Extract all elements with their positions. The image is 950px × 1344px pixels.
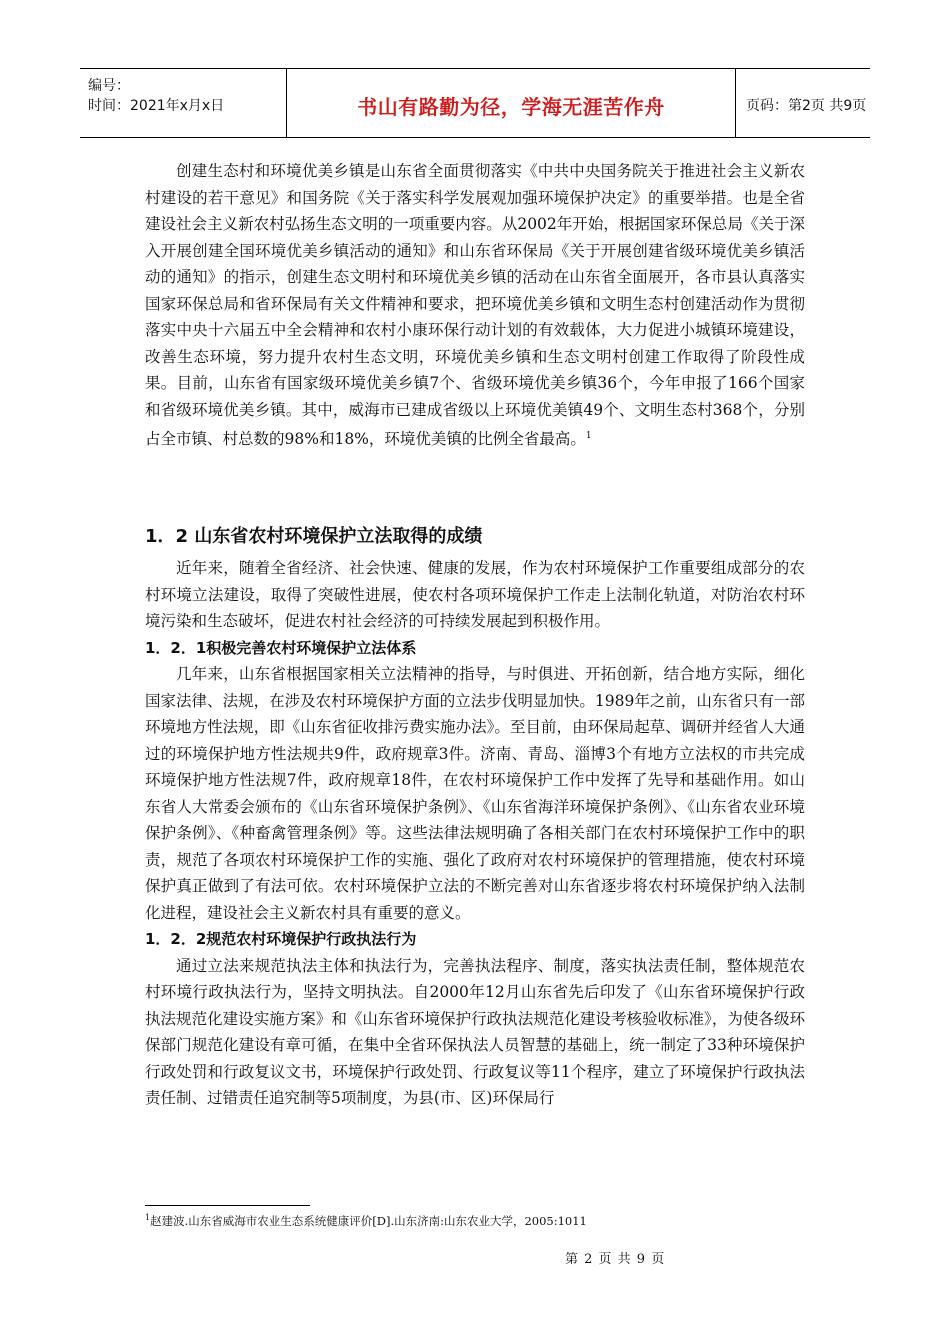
footnote-number: 1 [145,1213,151,1223]
section-1-2-1-paragraph: 几年来，山东省根据国家相关立法精神的指导，与时俱进、开拓创新，结合地方实际，细化国家法律、法规，在涉及农村环境保护方面的立法步伐明显加快。1989年之前，山东省只有一部环境地方性法规，即《山东省征收排污费实施办法》。至目前，由环保局起草、调研并经省人大通过的环境保护地方性法规共9件，政府规章3件。济南、青岛、淄博3个有地方立法权的市共完成环境保护地方性法规7件，政府规章18件，在农村环境保护工作中发挥了先导和基础作用。如山东省人大常委会颁布的《山东省环境保护条例》、《山东省海洋环境保护条例》、《山东省农业环境保护条例》、《种畜禽管理条例》等。这些法律法规明确了各相关部门在农村环境保护工作中的职责，规范了各项农村环境保护工作的实施、强化了政府对农村环境保护的管理措施，使农村环境保护真正做到了有法可依。农村环境保护立法的不断完善对山东省逐步将农村环境保护纳入法制化进程，建设社会主义新农村具有重要的意义。 [145,665,805,922]
page-footer: 第 2 页 共 9 页 [565,1252,665,1267]
section-1-2-paragraph: 近年来，随着全省经济、社会快速、健康的发展，作为农村环境保护工作重要组成部分的农村环境立法建设，取得了突破性进展，使农村各项环境保护工作走上法制化轨道，对防治农村环境污染和生态破坏，促进农村社会经济的可持续发展起到积极作用。 [145,559,805,630]
intro-block [145,158,805,453]
motto: 书山有路勤为径，学海无涯苦作舟 [357,95,665,119]
page-header [80,68,870,138]
footnote-ref: 1 [585,431,592,441]
section-1-2-2-paragraph: 通过立法来规范执法主体和执法行为，完善执法程序、制度，落实执法责任制，整体规范农村环境行政执法行为，坚持文明执法。自2000年12月山东省先后印发了《山东省环境保护行政执法规范化建设实施方案》和《山东省环境保护行政执法规范化建设考核验收标准》，为使各级环保部门规范化建设有章可循，在集中全省环保执法人员智慧的基础上，统一制定了33种环境保护行政处罚和行政复议文书，环境保护行政处罚、行政复议等11个程序，建立了环境保护行政执法责任制、过错责任追究制等5项制度，为县(市、区)环保局行 [145,956,805,1107]
section-1-2-1-heading: 1．2．1积极完善农村环境保护立法体系 [145,638,417,657]
number-label: 编号： [88,78,130,94]
time-label: 时间：2021年x月x日 [88,98,225,114]
footnote-divider [145,1205,310,1206]
section-1-2-block [145,555,805,1112]
header-page-cell [736,69,870,137]
section-1-2-heading: 1．2 山东省农村环境保护立法取得的成绩 [145,526,483,547]
intro-paragraph: 创建生态村和环境优美乡镇是山东省全面贯彻落实《中共中央国务院关于推进社会主义新农村建设的若干意见》和国务院《关于落实科学发展观加强环境保护决定》的重要举措。也是全省建设社会主义新农村弘扬生态文明的一项重要内容。从2002年开始，根据国家环保总局《关于深入开展创建全国环境优美乡镇活动的通知》和山东省环保局《关于开展创建省级环境优美乡镇活动的通知》的指示，创建生态文明村和环境优美乡镇的活动在山东省全面展开，各市县认真落实国家环保总局和省环保局有关文件精神和要求，把环境优美乡镇和文明生态村创建活动作为贯彻落实中央十六届五中全会精神和农村小康环保行动计划的有效载体，大力促进小城镇环境建设，改善生态环境，努力提升农村生态文明，环境优美乡镇和生态文明村创建工作取得了阶段性成果。目前，山东省有国家级环境优美乡镇7个、省级环境优美乡镇36个，今年申报了166个国家和省级环境优美乡镇。其中，威海市已建成省级以上环境优美镇49个、文明生态村368个，分别占全市镇、村总数的98%和18%，环境优美镇的比例全省最高。$^1$ [145,162,805,449]
section-1-2-2-heading: 1．2．2规范农村环境保护行政执法行为 [145,930,417,948]
header-motto-cell [287,69,736,137]
page-info: 页码：第2页 共9页 [746,98,867,114]
footnote-text: 赵建波.山东省威海市农业生态系统健康评价[D].山东济南:山东农业大学，2005:1011 [150,1214,587,1228]
footnote [145,1213,587,1229]
header-meta-cell [80,69,287,137]
